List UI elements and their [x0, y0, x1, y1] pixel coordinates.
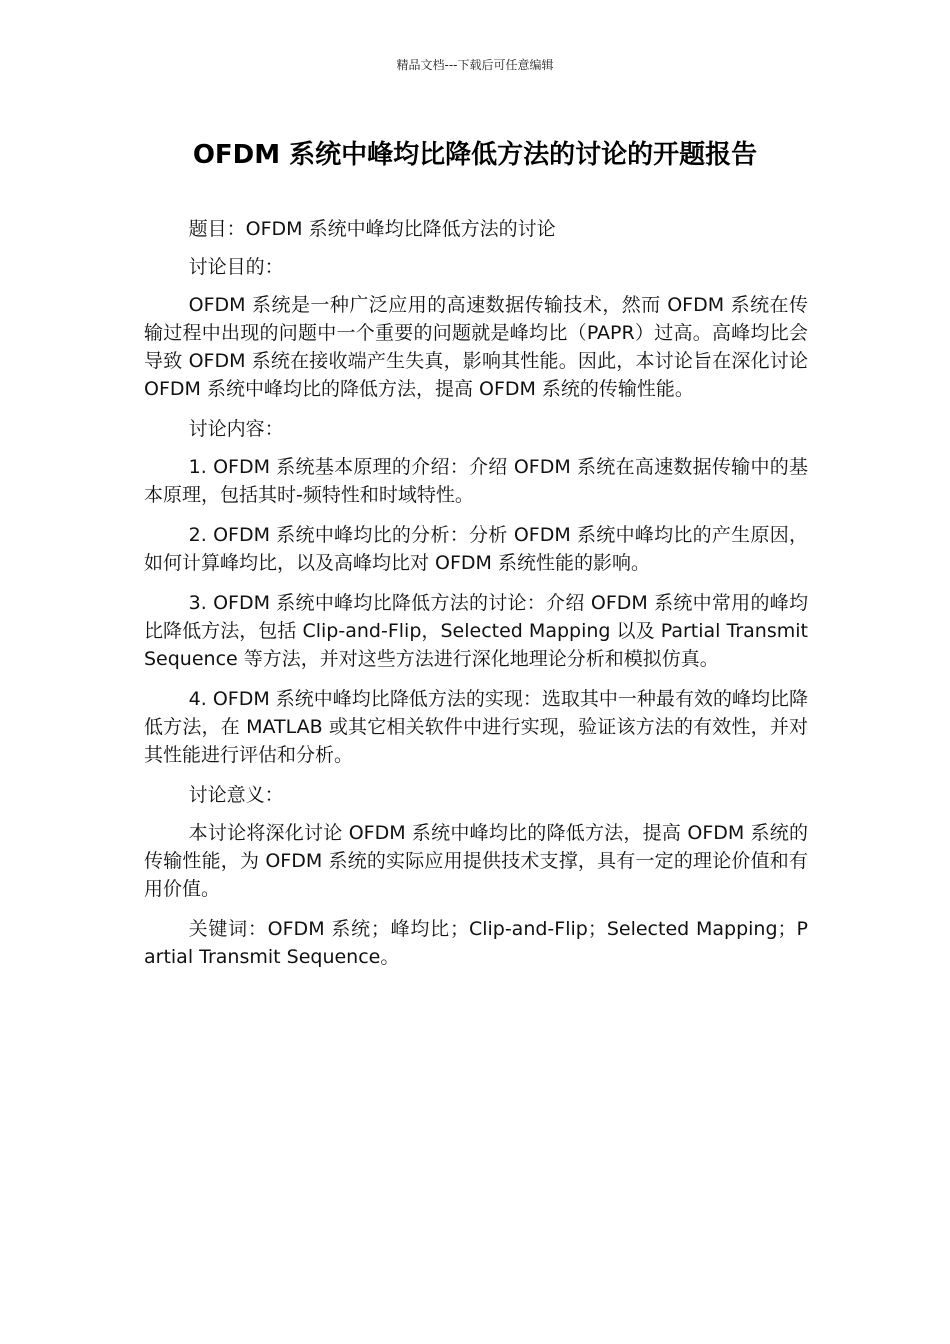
section-heading-purpose: 讨论目的：: [188, 256, 284, 278]
purpose-paragraph: OFDM 系统是一种广泛应用的高速数据传输技术，然而 OFDM 系统在传输过程中出现的问题中一个重要的问题就是峰均比（PAPR）过高。高峰均比会导致 OFDM 系统在接收端产生失真，影响其性能。因此，本讨论旨在深化讨论 OFDM 系统中峰均比的降低方法，提高 OFDM 系统的传输性能。: [144, 294, 808, 400]
document-body: [144, 215, 808, 983]
document-title: OFDM 系统中峰均比降低方法的讨论的开题报告: [192, 140, 758, 170]
keywords-paragraph: 关键词：OFDM 系统；峰均比；Clip-and-Flip；Selected Mapping；Partial Transmit Sequence。: [144, 918, 808, 968]
content-item-4: 4. OFDM 系统中峰均比降低方法的实现：选取其中一种最有效的峰均比降低方法，在 MATLAB 或其它相关软件中进行实现，验证该方法的有效性，并对其性能进行评估和分析。: [144, 688, 808, 766]
content-item-1: 1. OFDM 系统基本原理的介绍：介绍 OFDM 系统在高速数据传输中的基本原理，包括其时-频特性和时域特性。: [144, 456, 808, 506]
content-item-3: 3. OFDM 系统中峰均比降低方法的讨论：介绍 OFDM 系统中常用的峰均比降低方法，包括 Clip-and-Flip，Selected Mapping 以及 Partial Transmit Sequence 等方法，并对这些方法进行深化地理论分析和模拟仿真。: [144, 592, 808, 670]
topic-line: 题目：OFDM 系统中峰均比降低方法的讨论: [188, 218, 556, 240]
content-item-2: 2. OFDM 系统中峰均比的分析：分析 OFDM 系统中峰均比的产生原因，如何计算峰均比，以及高峰均比对 OFDM 系统性能的影响。: [144, 524, 808, 574]
significance-paragraph: 本讨论将深化讨论 OFDM 系统中峰均比的降低方法，提高 OFDM 系统的传输性能，为 OFDM 系统的实际应用提供技术支撑，具有一定的理论价值和有用价值。: [144, 822, 808, 900]
page-header-watermark: 精品文档---下载后可任意编辑: [396, 58, 554, 72]
section-heading-significance: 讨论意义：: [188, 784, 284, 806]
section-heading-content: 讨论内容：: [188, 418, 284, 440]
